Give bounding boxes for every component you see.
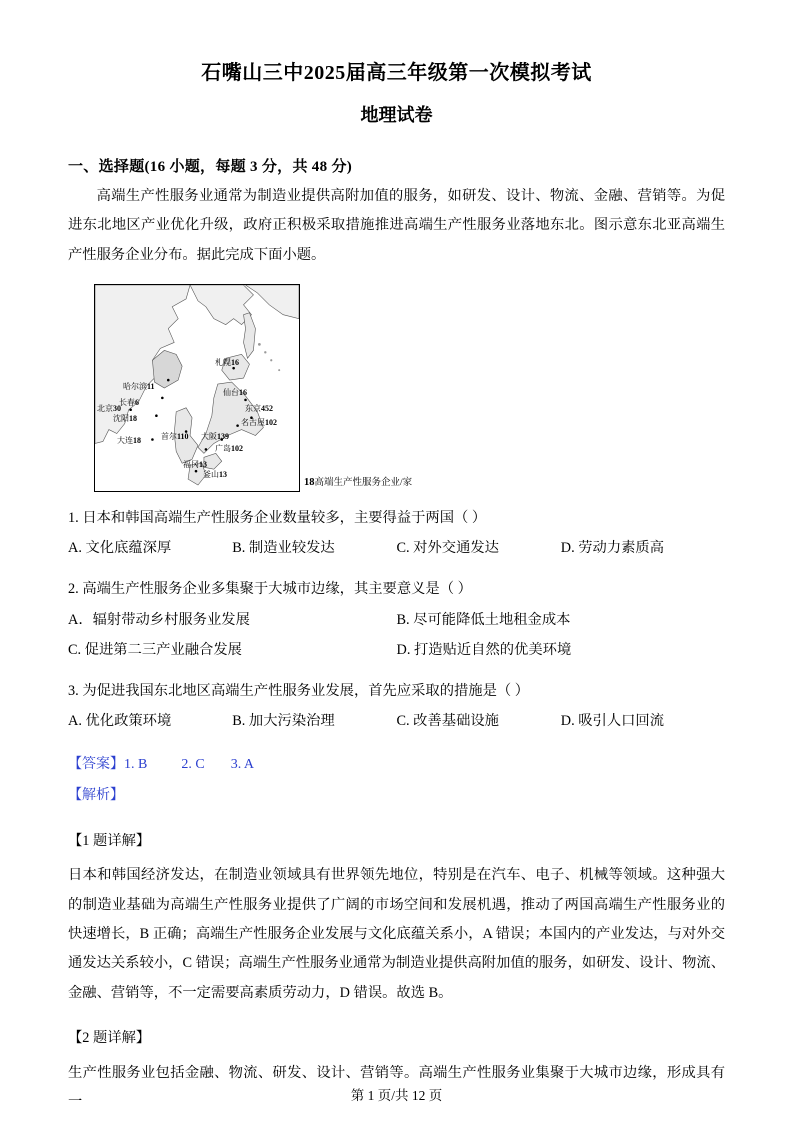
question-2-options-row1: [68, 606, 725, 635]
option-1-b[interactable]: B. 制造业较发达: [232, 540, 335, 557]
map-label-shenyang: 沈阳18: [113, 413, 137, 423]
map-label-osaka: 大阪139: [201, 431, 229, 441]
option-1-a[interactable]: A. 文化底蕴深厚: [68, 540, 172, 557]
option-2-d[interactable]: D. 打造贴近自然的优美环境: [396, 642, 572, 659]
map-label-tokyo: 东京452: [245, 403, 273, 413]
explanation-1-head: 【1 题详解】: [68, 832, 151, 849]
figure-northeast-asia-map: [94, 284, 725, 492]
question-3-stem: 3. 为促进我国东北地区高端生产性服务业发展，首先应采取的措施是（ ）: [68, 682, 530, 699]
answer-label: 【答案】: [68, 757, 124, 773]
answer-2: 2. C: [181, 757, 205, 773]
map-label-busan: 釜山13: [203, 469, 227, 479]
analysis-label: 【解析】: [68, 788, 124, 804]
option-3-a[interactable]: A. 优化政策环境: [68, 713, 172, 730]
legend-text: 高端生产性服务企业/家: [314, 477, 413, 488]
option-1-c[interactable]: C. 对外交通发达: [396, 540, 499, 557]
answer-1: 1. B: [124, 757, 148, 773]
page-subtitle: 地理试卷: [360, 105, 433, 125]
question-1-stem: 1. 日本和韩国高端生产性服务企业数量较多，主要得益于两国（ ）: [68, 509, 487, 526]
option-2-c[interactable]: C. 促进第二三产业融合发展: [68, 642, 242, 659]
answer-3: 3. A: [230, 757, 255, 773]
map-label-harbin: 哈尔滨11: [123, 381, 155, 391]
question-2-options-row2: [68, 636, 725, 665]
option-3-b[interactable]: B. 加大污染治理: [232, 713, 335, 730]
map-label-sendai: 仙台16: [223, 387, 247, 397]
map-frame: [94, 284, 300, 492]
question-2-stem: 2. 高端生产性服务企业多集聚于大城市边缘，其主要意义是（ ）: [68, 581, 472, 598]
option-2-a[interactable]: A．辐射带动乡村服务业发展: [68, 611, 250, 628]
option-3-c[interactable]: C. 改善基础设施: [396, 713, 499, 730]
answer-line: [68, 750, 725, 779]
option-3-d[interactable]: D. 吸引人口回流: [560, 713, 665, 730]
legend-number: 18: [304, 476, 315, 488]
map-label-changchun: 长春6: [119, 397, 139, 407]
map-label-beijing: 北京30: [97, 403, 121, 413]
map-label-sapporo: 札幌16: [215, 357, 239, 367]
explanation-1-body: 日本和韩国经济发达，在制造业领域具有世界领先地位，特别是在汽车、电子、机械等领域。这种强大的制造业基础为高端生产性服务业提供了广阔的市场空间和发展机遇，推动了两国高端生产性服务业的快速增长，B 正确；高端生产性服务企业发展与文化底蕴关系小，A 错误；本国内的产业发达，与对外交通发达关系较小，C 错误；高端生产性服务业通常为制造业提供高附加值的服务，如研发、设计、物流、金融、营销等，不一定需要高素质劳动力，D 错误。故选 B。: [68, 867, 725, 1001]
map-label-seoul: 首尔110: [161, 431, 189, 441]
page-title: 石嘴山三中2025届高三年级第一次模拟考试: [201, 62, 592, 84]
map-label-dalian: 大连18: [117, 435, 141, 445]
page-footer: 第 1 页/共 12 页: [350, 1088, 443, 1103]
explanation-2-head: 【2 题详解】: [68, 1029, 151, 1046]
explanation-2-body: 生产性服务业包括金融、物流、研发、设计、营销等。高端生产性服务业集聚于大城市边缘，形成具有一: [68, 1064, 725, 1110]
map-legend: [304, 474, 412, 492]
option-1-d[interactable]: D. 劳动力素质高: [560, 540, 665, 557]
map-label-nagoya: 名古屋102: [241, 417, 277, 427]
intro-paragraph: 高端生产性服务业通常为制造业提供高附加值的服务，如研发、设计、物流、金融、营销等。为促进东北地区产业优化升级，政府正积极采取措施推进高端生产性服务业落地东北。图示意东北亚高端生产性服务企业分布。据此完成下面小题。: [68, 188, 725, 263]
map-label-fukuoka: 福冈13: [183, 459, 207, 469]
section-heading: 一、选择题(16 小题，每题 3 分，共 48 分): [68, 159, 353, 175]
question-1-options: [68, 534, 725, 563]
question-3-options: [68, 707, 725, 736]
map-label-hiroshima: 广岛102: [215, 443, 243, 453]
option-2-b[interactable]: B. 尽可能降低土地租金成本: [396, 611, 571, 628]
